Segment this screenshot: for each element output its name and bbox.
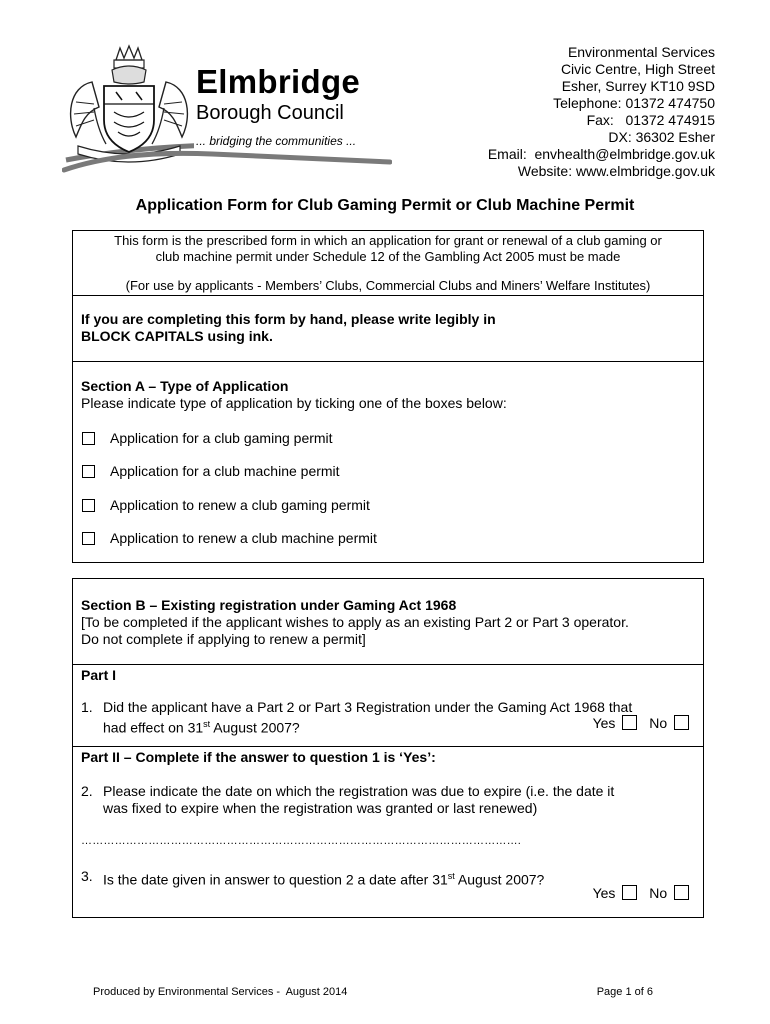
- council-subtitle: Borough Council: [196, 102, 344, 124]
- q3-text-end: August 2007?: [454, 871, 545, 888]
- intro-line-3: (For use by applicants - Members’ Clubs, Commercial Clubs and Miners’ Welfare Institutes): [125, 278, 651, 293]
- address-line: Civic Centre, High Street: [560, 61, 715, 77]
- section-b-note-2: Do not complete if applying to renew a permit]: [81, 631, 366, 647]
- section-a: [73, 362, 703, 564]
- address-line: Environmental Services: [567, 44, 715, 60]
- footer-produced-by: Produced by Environmental Services - August 2014: [93, 986, 348, 998]
- section-a-box: [72, 230, 704, 563]
- q3-yes-checkbox[interactable]: [622, 885, 637, 900]
- block-capitals-line-1: If you are completing this form by hand, please write legibly in: [81, 311, 496, 327]
- section-b-heading: Section B – Existing registration under Gaming Act 1968: [81, 597, 457, 613]
- question-1-yes-no: [593, 715, 689, 731]
- section-b-box: [72, 578, 704, 918]
- q1-text: had effect on 31: [103, 719, 204, 736]
- email-line: Email: envhealth@elmbridge.gov.uk: [487, 146, 715, 162]
- footer-page-number: Page 1 of 6: [596, 986, 653, 998]
- section-a-instruction: Please indicate type of application by ticking one of the boxes below:: [81, 395, 507, 411]
- q1-sup: st: [203, 719, 211, 729]
- question-3-number: 3.: [81, 868, 93, 884]
- question-2-line-1: Please indicate the date on which the registration was due to expire (i.e. the date it: [103, 783, 615, 799]
- option-label: Application to renew a club gaming permit: [110, 497, 370, 513]
- part-1: [73, 665, 703, 747]
- contact-address-block: [488, 44, 715, 180]
- question-1-number: 1.: [81, 699, 93, 715]
- yes-label: Yes: [592, 715, 616, 731]
- fax-line: Fax: 01372 474915: [586, 112, 715, 128]
- checkbox[interactable]: [82, 465, 95, 478]
- dx-line: DX: 36302 Esher: [608, 129, 715, 145]
- q1-text-end: August 2007?: [210, 719, 300, 736]
- telephone-line: Telephone: 01372 474750: [553, 95, 715, 111]
- part-1-heading: Part I: [81, 667, 117, 683]
- option-club-gaming-permit[interactable]: [82, 430, 333, 446]
- section-a-heading: Section A – Type of Application: [81, 378, 289, 394]
- q3-no-checkbox[interactable]: [674, 885, 689, 900]
- option-label: Application for a club gaming permit: [110, 430, 333, 446]
- q1-no-checkbox[interactable]: [674, 715, 689, 730]
- option-label: Application for a club machine permit: [110, 463, 340, 479]
- q3-text: Is the date given in answer to question 2 a date after 31: [103, 871, 448, 888]
- option-renew-club-machine-permit[interactable]: [82, 530, 377, 546]
- no-label: No: [649, 885, 668, 901]
- council-name: Elmbridge: [196, 63, 361, 100]
- website-line: Website: www.elmbridge.gov.uk: [517, 163, 715, 179]
- option-renew-club-gaming-permit[interactable]: [82, 497, 370, 513]
- no-label: No: [649, 715, 668, 731]
- question-3-text: [103, 868, 544, 889]
- q1-yes-checkbox[interactable]: [622, 715, 637, 730]
- question-1-line-1: Did the applicant have a Part 2 or Part 3 Registration under the Gaming Act 1968 that: [103, 699, 633, 715]
- option-label: Application to renew a club machine permit: [110, 530, 377, 546]
- checkbox[interactable]: [82, 532, 95, 545]
- q3-sup: st: [447, 871, 455, 881]
- section-b-note-1: [To be completed if the applicant wishes to apply as an existing Part 2 or Part 3 operator.: [81, 614, 629, 630]
- checkbox[interactable]: [82, 432, 95, 445]
- address-line: Esher, Surrey KT10 9SD: [561, 78, 715, 94]
- question-3-yes-no: [593, 885, 689, 901]
- part-2: [73, 747, 703, 919]
- intro-line-1: This form is the prescribed form in which an application for grant or renewal of a club gaming or: [114, 233, 662, 248]
- part-2-heading: Part II – Complete if the answer to question 1 is ‘Yes’:: [81, 749, 436, 765]
- council-tagline: ... bridging the communities ...: [196, 134, 357, 148]
- section-b-header: [73, 579, 703, 665]
- form-title: Application Form for Club Gaming Permit or Club Machine Permit: [135, 197, 635, 214]
- question-2-answer-line[interactable]: ……………………………………………………………………………………………………….: [81, 835, 522, 847]
- option-club-machine-permit[interactable]: [82, 463, 340, 479]
- block-capitals-section: [73, 296, 703, 362]
- checkbox[interactable]: [82, 499, 95, 512]
- intro-line-2: club machine permit under Schedule 12 of the Gambling Act 2005 must be made: [155, 249, 621, 264]
- intro-section: [73, 231, 703, 296]
- question-2-line-2: was fixed to expire when the registration was granted or last renewed): [103, 800, 538, 816]
- question-2-number: 2.: [81, 783, 93, 799]
- block-capitals-line-2: BLOCK CAPITALS using ink.: [81, 328, 273, 344]
- yes-label: Yes: [592, 885, 616, 901]
